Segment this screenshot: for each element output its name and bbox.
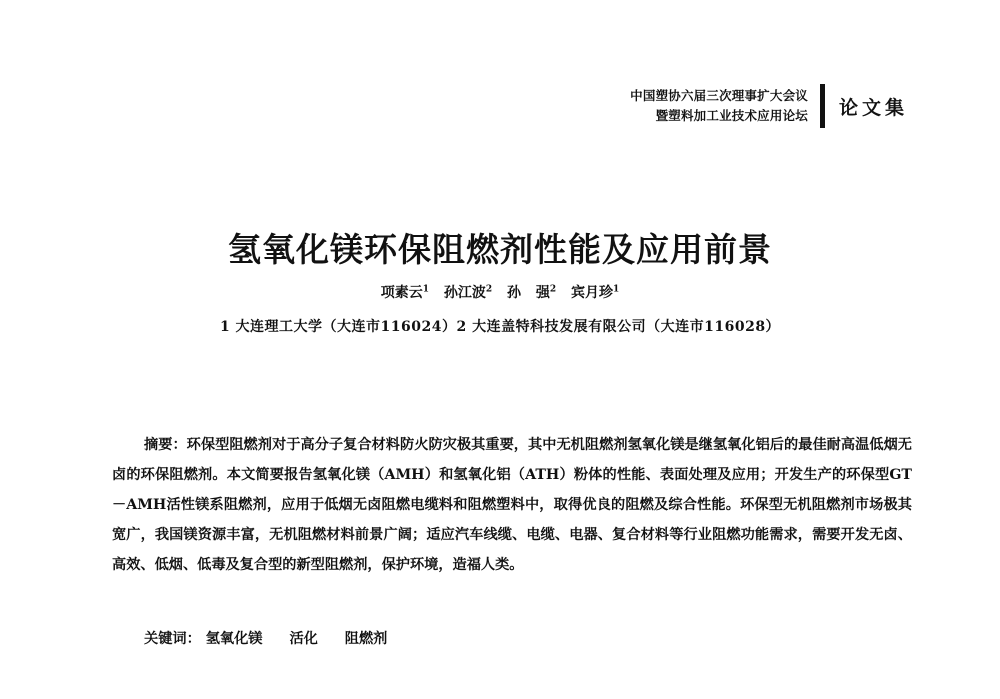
keywords-label: 关键词：: [144, 631, 201, 647]
paper-title: 氢氧化镁环保阻燃剂性能及应用前景: [228, 230, 772, 269]
author: 项素云$^1$: [380, 284, 429, 301]
abstract-label: 摘要：: [144, 437, 187, 453]
keywords: [144, 628, 409, 648]
conference-line-2: 暨塑料加工业技术应用论坛: [655, 108, 808, 123]
header-divider: [820, 84, 825, 128]
collection-label: 论文集: [838, 96, 908, 119]
conference-name: [630, 86, 808, 126]
author: 孙 强$^2$: [507, 284, 557, 301]
author: 宾月珍$^1$: [571, 284, 620, 301]
abstract: [112, 430, 912, 580]
keyword: 阻燃剂: [344, 631, 388, 647]
author-list: [0, 282, 1000, 302]
conference-line-1: 中国塑协六届三次理事扩大会议: [630, 88, 808, 103]
keyword: 活化: [289, 631, 318, 647]
author: 孙江波$^2$: [443, 284, 493, 301]
conference-header: [630, 84, 908, 128]
keyword: 氢氧化镁: [205, 631, 263, 647]
abstract-text: 环保型阻燃剂对于高分子复合材料防火防灾极其重要，其中无机阻燃剂氢氧化镁是继氢氧化铝后的最佳耐高温低烟无卤的环保阻燃剂。本文简要报告氢氧化镁（AMH）和氢氧化铝（ATH）粉体的性能、表面处理及应用；开发生产的环保型GT－AMH活性镁系阻燃剂，应用于低烟无卤阻燃电缆料和阻燃塑料中，取得优良的阻燃及综合性能。环保型无机阻燃剂市场极其宽广，我国镁资源丰富，无机阻燃材料前景广阔；适应汽车线缆、电缆、电器、复合材料等行业阻燃功能需求，需要开发无卤、高效、低烟、低毒及复合型的新型阻燃剂，保护环境，造福人类。: [112, 437, 912, 573]
affiliations: 1 大连理工大学（大连市116024）2 大连盖特科技发展有限公司（大连市116028）: [219, 319, 781, 335]
